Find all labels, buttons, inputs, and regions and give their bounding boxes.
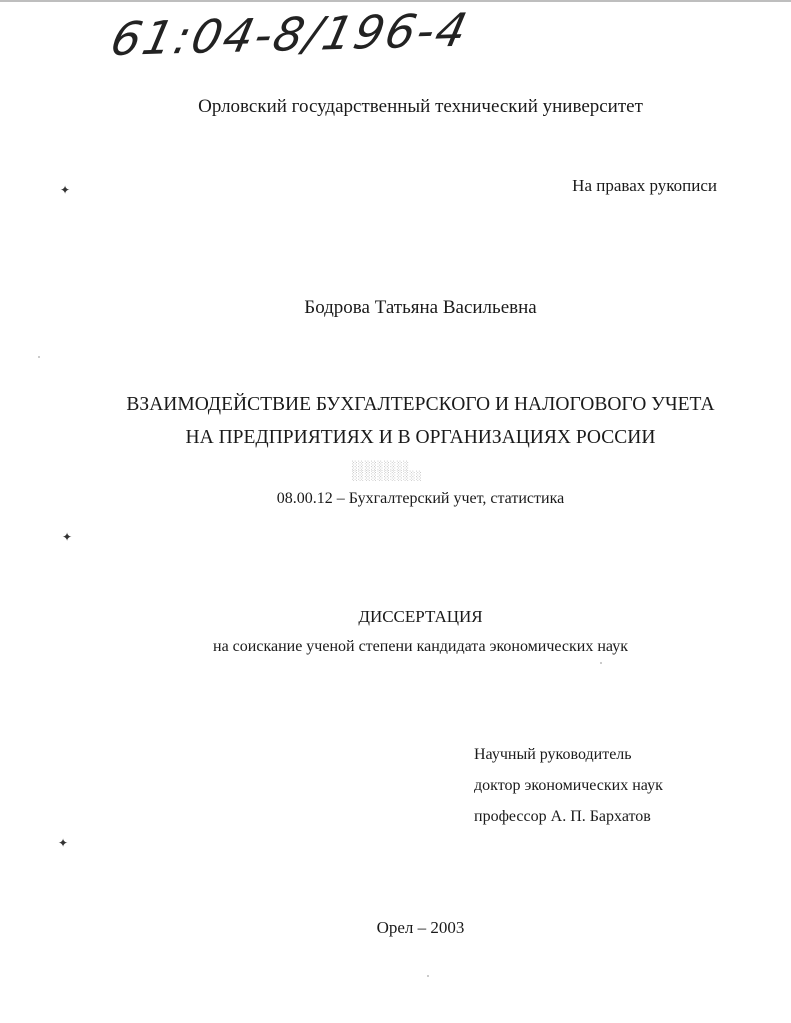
- author-name: Бодрова Татьяна Васильевна: [304, 297, 537, 318]
- advisor-line-2: доктор экономических наук: [474, 777, 663, 794]
- city-year: Орел – 2003: [376, 918, 465, 937]
- faded-library-stamp: ░░░░░░░░░ ░░░░░░░░░░░: [352, 462, 423, 482]
- scan-speck: [600, 662, 602, 664]
- scan-speck: [427, 975, 429, 977]
- specialty-code: 08.00.12 – Бухгалтерский учет, статистика: [276, 490, 565, 507]
- scan-mark-icon: ✦: [58, 836, 69, 850]
- advisor-line-1: Научный руководитель: [474, 746, 632, 763]
- university-name: Орловский государственный технический университет: [198, 96, 643, 117]
- degree-description: на соискание ученой степени кандидата экономических наук: [213, 638, 628, 655]
- rights-note: На правах рукописи: [572, 176, 717, 195]
- dissertation-title: [25, 388, 791, 454]
- handwritten-catalog-code: 61:04-8/196-4: [105, 2, 474, 66]
- scan-mark-icon: ✦: [62, 530, 73, 544]
- title-line-2: НА ПРЕДПРИЯТИЯХ И В ОРГАНИЗАЦИЯХ РОССИИ: [185, 427, 656, 448]
- title-line-1: ВЗАИМОДЕЙСТВИЕ БУХГАЛТЕРСКОГО И НАЛОГОВОГО УЧЕТА: [126, 394, 715, 415]
- scan-edge-line: [0, 0, 791, 2]
- scientific-advisor: [474, 739, 663, 832]
- scan-speck: [38, 356, 40, 358]
- scan-mark-icon: ✦: [60, 183, 71, 197]
- advisor-line-3: профессор А. П. Бархатов: [474, 808, 651, 825]
- document-type: ДИССЕРТАЦИЯ: [358, 607, 483, 626]
